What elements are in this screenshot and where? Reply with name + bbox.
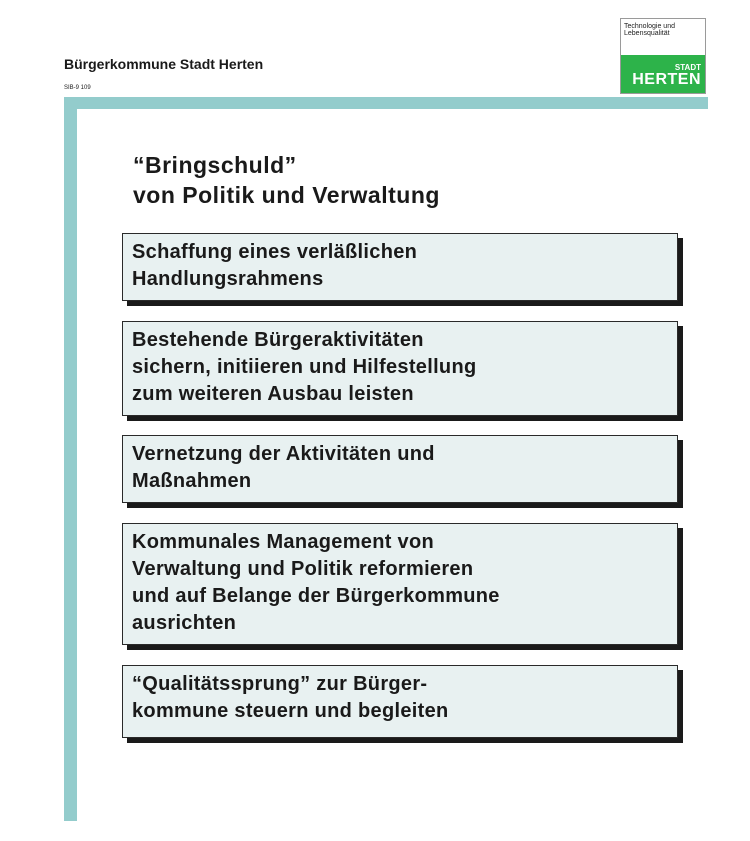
document-code: SIB-9 109: [64, 85, 91, 91]
organization-title: Bürgerkommune Stadt Herten: [64, 56, 264, 72]
stadt-herten-logo: [620, 18, 706, 94]
point-text: “Qualitätssprung” zur Bürger- kommune steuern und begleiten: [132, 673, 449, 722]
horizontal-accent-bar: [64, 97, 708, 109]
vertical-accent-bar: [64, 97, 77, 821]
logo-stadt-text: STADT: [674, 63, 701, 72]
point-text: Schaffung eines verläßlichen Handlungsrahmens: [132, 241, 418, 290]
point-text: Vernetzung der Aktivitäten und Maßnahmen: [132, 443, 435, 492]
logo-herten-text: HERTEN: [632, 71, 701, 88]
heading-line-2: von Politik und Verwaltung: [133, 182, 440, 208]
point-box-qualitaetssprung: [122, 665, 678, 738]
point-box-buergeraktivitaeten: [122, 321, 678, 416]
point-box-handlungsrahmen: [122, 233, 678, 301]
point-text: Kommunales Management von Verwaltung und Politik reformieren und auf Belange der Bürgerkommune ausrichten: [132, 531, 500, 634]
logo-green-block: [621, 55, 705, 93]
heading-line-1: “Bringschuld”: [133, 152, 297, 178]
point-box-vernetzung: [122, 435, 678, 503]
point-text: Bestehende Bürgeraktivitäten sichern, initiieren und Hilfestellung zum weiteren Ausbau leisten: [132, 329, 477, 405]
point-box-kommunales-management: [122, 523, 678, 645]
logo-tagline: Technologie und Lebensqualität: [624, 23, 675, 37]
slide-heading: [133, 150, 440, 210]
